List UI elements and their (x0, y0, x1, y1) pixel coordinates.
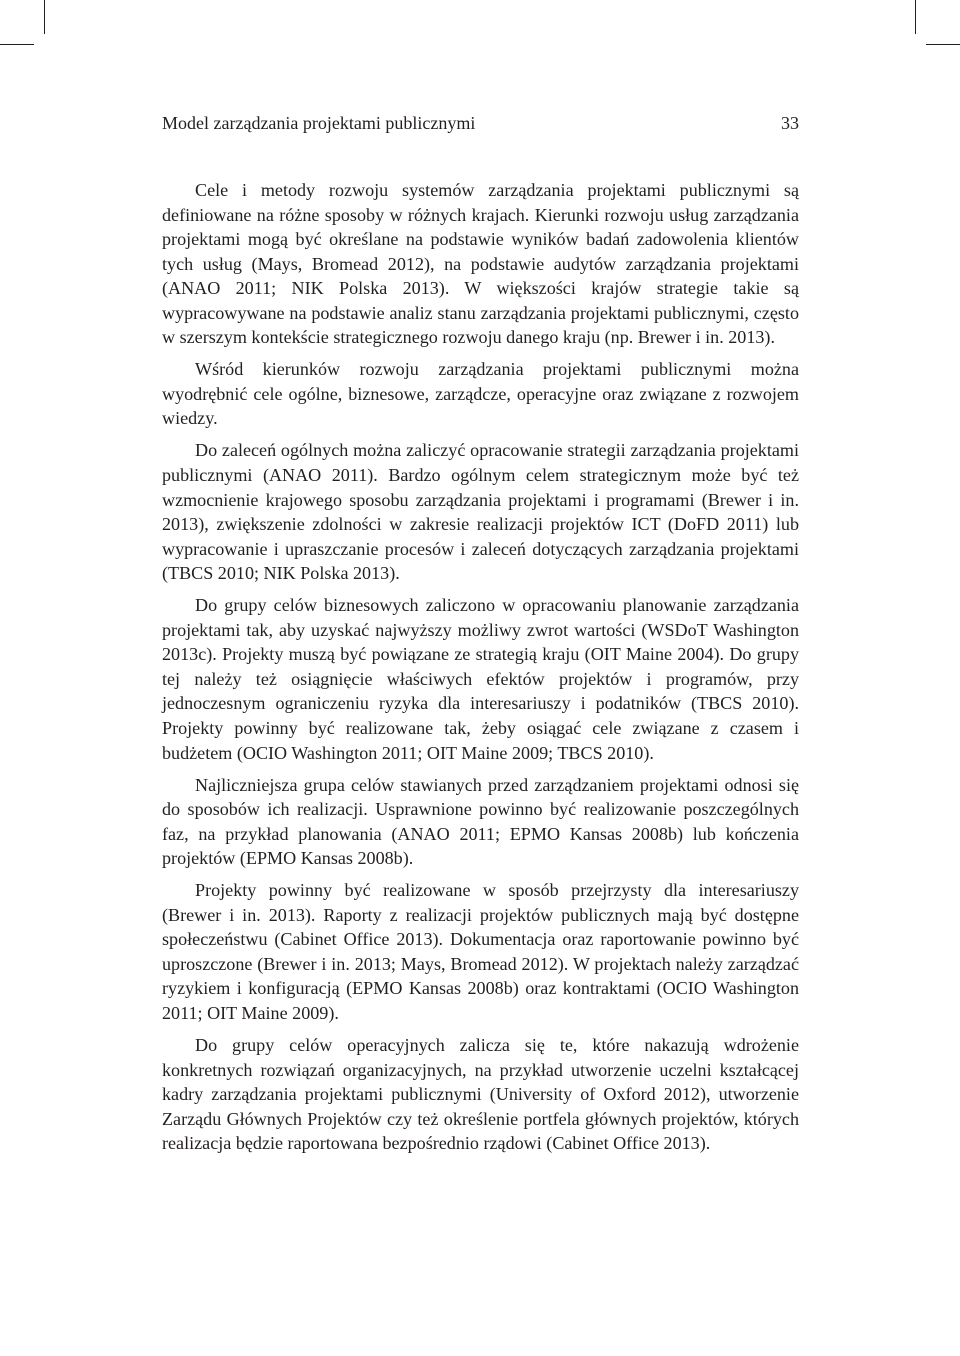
page-number: 33 (781, 113, 799, 133)
paragraph: Projekty powinny być realizowane w sposób przejrzysty dla interesariuszy (Brewer i in. 2013). Raporty z realizacji projektów publicznych mają być dostępne społeczeństwu (Cabinet Office 2013). Dokumentacja oraz raportowanie powinno być uproszczone (Brewer i in. 2013; Mays, Bromead 2012). W projektach należy zarządzać ryzykiem i konfiguracją (EPMO Kansas 2008b) oraz kontraktami (OCIO Washington 2011; OIT Maine 2009). (162, 880, 799, 1023)
paragraph: Cele i metody rozwoju systemów zarządzania projektami publicznymi są definiowane na różne sposoby w różnych krajach. Kierunki rozwoju usług zarządzania projektami mogą być określane na podstawie wyników badań zadowolenia klientów tych usług (Mays, Bromead 2012), na podstawie audytów zarządzania projektami (ANAO 2011; NIK Polska 2013). W większości krajów strategie takie są wypracowywane na podstawie analiz stanu zarządzania projektami publicznymi, często w szerszym kontekście strategicznego rozwoju danego kraju (np. Brewer i in. 2013). (162, 180, 799, 348)
crop-mark-top-left-vertical (44, 0, 45, 34)
paragraph: Do grupy celów operacyjnych zalicza się te, które nakazują wdrożenie konkretnych rozwiązań organizacyjnych, na przykład utworzenie uczelni kształcącej kadry zarządzania projektami publicznymi (University of Oxford 2012), utworzenie Zarządu Głównych Projektów czy też określenie portfela głównych projektów, których realizacja będzie raportowana bezpośrednio rządowi (Cabinet Office 2013). (162, 1035, 799, 1154)
paragraph: Najliczniejsza grupa celów stawianych przed zarządzaniem projektami odnosi się do sposobów ich realizacji. Usprawnione powinno być realizowanie poszczególnych faz, na przykład planowania (ANAO 2011; EPMO Kansas 2008b) lub kończenia projektów (EPMO Kansas 2008b). (162, 774, 799, 869)
running-header-title: Model zarządzania projektami publicznymi (162, 113, 476, 133)
crop-mark-top-left-horizontal (0, 44, 34, 45)
body-text (162, 178, 799, 1163)
crop-mark-top-right-horizontal (926, 44, 960, 45)
paragraph: Do zaleceń ogólnych można zaliczyć opracowanie strategii zarządzania projektami publicznymi (ANAO 2011). Bardzo ogólnym celem strategicznym może być też wzmocnienie krajowego sposobu zarządzania projektami i programami (Brewer i in. 2013), zwiększenie zdolności w zakresie realizacji projektów ICT (DoFD 2011) lub wypracowanie i upraszczanie procesów i zaleceń dotyczących zarządzania projektami (TBCS 2010; NIK Polska 2013). (162, 440, 799, 584)
paragraph: Wśród kierunków rozwoju zarządzania projektami publicznymi można wyodrębnić cele ogólne, biznesowe, zarządcze, operacyjne oraz związane z rozwojem wiedzy. (162, 359, 799, 429)
crop-mark-top-right-vertical (915, 0, 916, 34)
running-header (162, 110, 799, 136)
paragraph: Do grupy celów biznesowych zaliczono w opracowaniu planowanie zarządzania projektami tak, aby uzyskać najwyższy możliwy zwrot wartości (WSDoT Washington 2013c). Projekty muszą być powiązane ze strategią kraju (OIT Maine 2004). Do grupy tej należy też osiągnięcie właściwych efektów projektów i programów, przy jednoczesnym ograniczeniu ryzyka dla interesariuszy i podatników (TBCS 2010). Projekty powinny być realizowane tak, żeby osiągać cele związane z czasem i budżetem (OCIO Washington 2011; OIT Maine 2009; TBCS 2010). (162, 595, 799, 763)
